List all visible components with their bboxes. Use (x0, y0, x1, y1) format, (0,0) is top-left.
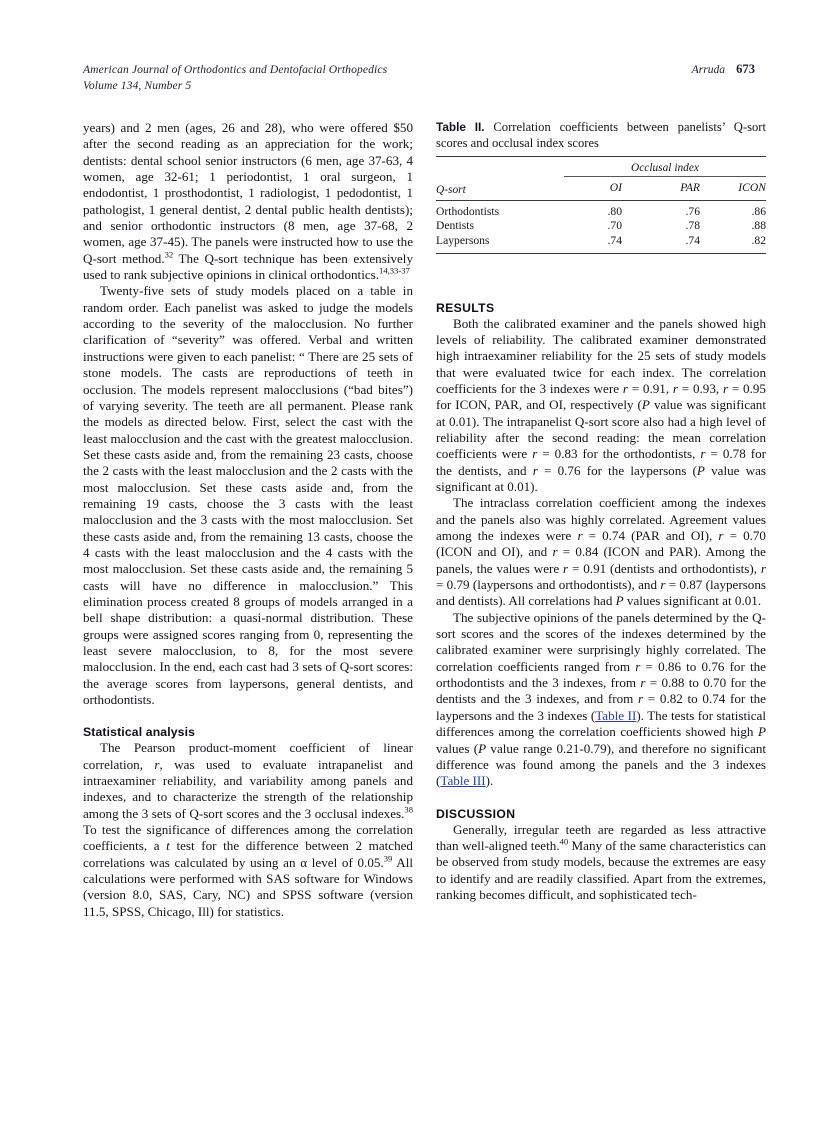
heading-results: RESULTS (436, 300, 495, 315)
results3-text-3: = 0.88 to 0.70 for the dentists and the 3 indexes, and from (436, 675, 766, 707)
paragraph-results-3 (436, 610, 766, 790)
results2-italic-r-4: r (563, 560, 569, 576)
participants-text-2: The Q-sort technique has been extensively used to rank subjective opinions in clinical orthodontics. (83, 250, 413, 283)
reference-marker-14-33-37: 14,33-37 (379, 265, 410, 276)
results1-italic-r-1: r (622, 380, 628, 396)
results2-italic-r-1: r (577, 528, 583, 544)
table-2-block (436, 120, 766, 254)
stats-text-5: All calculations were performed with SAS software for Windows (version 8.0, SAS, Cary, NC) and SPSS software (version 11.5, SPSS, Chicago, Ill) for statistics. (83, 854, 413, 919)
results1-italic-r-4: r (532, 446, 538, 462)
results2-text-2: = 0.74 (PAR and OI), (582, 528, 719, 544)
results2-text-7: = 0.87 (laypersons and dentists). All correlations had (436, 577, 766, 609)
paragraph-discussion (436, 822, 766, 904)
link-table-2[interactable]: Table II (595, 707, 637, 723)
table-row (436, 200, 766, 219)
stats-text-1: The Pearson product-moment coefficient of linear correlation, (83, 740, 413, 772)
cell-laypersons-icon: .82 (700, 234, 766, 253)
reference-marker-40: 40 (559, 836, 569, 847)
left-column (83, 120, 413, 920)
journal-title-block (83, 62, 387, 93)
results2-text-4: = 0.84 (ICON and PAR). Among the panels, the values were (436, 544, 766, 576)
results1-italic-r-3: r (722, 380, 729, 396)
right-column (436, 120, 766, 903)
table-label: Table (436, 120, 466, 134)
row-label-dentists: Dentists (436, 219, 475, 233)
table-2-head (436, 157, 766, 201)
table-span-header-row (436, 157, 766, 177)
cell-laypersons-par: .74 (622, 234, 700, 253)
cell-orthodontists-par: .76 (622, 200, 700, 219)
results2-italic-r-3: r (552, 544, 558, 560)
author-folio-block (692, 62, 755, 78)
stats-text-4: test for the difference between 2 matched correlations was calculated by using an α level of 0.05. (83, 838, 413, 870)
link-table-3[interactable]: Table III (440, 773, 486, 789)
results2-italic-r-2: r (718, 528, 724, 544)
results1-text-2: = 0.91, (627, 380, 673, 396)
running-head (83, 62, 755, 93)
heading-statistical-analysis: Statistical analysis (83, 725, 196, 740)
reference-marker-32: 32 (164, 249, 174, 260)
paragraph-results-1 (436, 316, 766, 496)
cell-dentists-par: .78 (685, 219, 700, 233)
discussion-text-2: Many of the same characteristics can be observed from study models, because the extremes are easy to identify and are readily classified. Apart from the extremes, ranking becomes difficult, and sophisticated tech- (436, 837, 766, 902)
journal-volume-line (83, 78, 387, 94)
participants-text-1: years) and 2 men (ages, 26 and 28), who were offered $50 after the second reading as an appreciation for the work; dentists: dental school senior instructors (6 men, age 37-63, 4 women, age 32-61; 1 periodontist, 1 oral surgeon, 1 endodontist, 1 prosthodontist, 1 radiologist, 1 pedodontist, 1 pathologist, 1 general dentist, 2 dental public health dentists); and senior orthodontic instructors (8 men, age 37-68, 2 women, age 37-45). The panels were instructed how to use the Q-sort method. (83, 120, 413, 266)
results3-text-4: = 0.82 to 0.74 for the laypersons and the 3 indexes ( (436, 691, 766, 723)
table-caption-text: Correlation coefficients between panelists’ Q-sort scores and occlusal index scores (436, 120, 766, 150)
stats-text-2: , was used to evaluate intrapanelist and intraexaminer reliability, and variability among panels and indexes, and to characterize the strength of the relationship among the 3 sets of Q-sort scores and the 3 occlusal indexes. (83, 756, 413, 821)
results1-italic-r-6: r (532, 462, 538, 478)
results3-italic-r-3: r (638, 691, 644, 707)
table-2-body (436, 200, 766, 253)
results3-text-6: values ( (436, 740, 479, 756)
results3-text-5: ). The tests for statistical differences among the correlation coefficients showed high (436, 707, 766, 740)
volume-label: Volume (83, 78, 118, 92)
cell-orthodontists-icon: .86 (700, 200, 766, 219)
table-row (436, 219, 766, 234)
results2-text-6: = 0.79 (laypersons and orthodontists), and (436, 577, 661, 593)
results2-text-3: = 0.70 (ICON and OI), and (436, 528, 766, 560)
results1-text-1: Both the calibrated examiner and the panels showed high levels of reliability. The calibrated examiner demonstrated high intraexaminer reliability for the 25 sets of study models that were evaluated twice for each index. The correlation coefficients for the 3 indexes were (436, 315, 766, 396)
table-number: II. (474, 120, 485, 134)
cell-dentists-icon: .88 (751, 219, 766, 233)
stats-italic-t: t (166, 838, 170, 854)
paragraph-qsort-procedure: Twenty-five sets of study models placed on a table in random order. Each panelist was asked to judge the models according to the severity of the malocclusion. No further clarification of “severity” was offered. Verbal and written instructions were given to each panelist: “ There are 25 sets of stone models. The casts are reproductions of teeth in occlusion. The models represent malocclusions (“bad bites”) of varying severity. The teeth are all permanent. Please rank the models as directed below. First, select the cast with the least malocclusion and the cast with the greatest malocclusion. Set these casts aside and, from the remaining 23 casts, choose the 2 casts with the least malocclusion and the 2 casts with the most malocclusion. Set these casts aside and, from the remaining 19 casts, choose the 3 casts with the least malocclusion and the 3 casts with the most malocclusion. Set these casts aside and, from the remaining 13 casts, choose the 4 casts with the least malocclusion and the 4 casts with the most malocclusion. Set these casts aside and, the remaining 5 casts will have no difference in malocclusion.” This elimination process created 8 groups of models arranged in a bell shape distribution: a quasi-normal distribution. These groups were assigned scores ranging from 0, representing the least severe malocclusion, to 8, for the most severe malocclusion. In the end, each cast had 3 sets of Q-sort scores: the average scores from laypersons, general dentists, and orthodontists. (83, 283, 413, 708)
results1-text-9: value was significant at 0.01). (436, 462, 766, 494)
discussion-text-1: Generally, irregular teeth are regarded as less attractive than well-aligned teeth. (436, 821, 766, 853)
table-results-spacer (436, 254, 766, 284)
results1-italic-r-2: r (672, 380, 679, 396)
results2-italic-r-5: r (760, 560, 766, 576)
paragraph-statistical-analysis (83, 740, 413, 920)
results3-text-2: = 0.86 to 0.76 for the orthodontists and the 3 indexes, from (436, 658, 766, 691)
span-header-occlusal-index: Occlusal index (564, 157, 766, 177)
results3-italic-p-1: P (758, 724, 766, 740)
results1-italic-p-1: P (641, 397, 650, 413)
results1-italic-p-2: P (696, 462, 705, 478)
results2-italic-p-1: P (615, 593, 624, 609)
cell-orthodontists-oi: .80 (564, 200, 622, 219)
table-2 (436, 156, 766, 253)
column-header-oi: OI (564, 177, 622, 201)
results3-text-1: The subjective opinions of the panels determined by the Q-sort scores and the scores of the indexes determined by the calibrated examiner were surprisingly highly correlated. The correlation coefficients ranged from (436, 609, 766, 674)
table-row (436, 234, 766, 253)
row-label-orthodontists: Orthodontists (436, 200, 564, 219)
table-2-caption (436, 120, 766, 151)
reference-marker-39: 39 (383, 853, 393, 864)
results1-text-4: = 0.95 for ICON, PAR, and OI, respectively ( (436, 380, 766, 413)
row-label-laypersons: Laypersons (436, 234, 564, 253)
heading-discussion: DISCUSSION (436, 806, 516, 821)
table-column-header-row (436, 177, 766, 201)
results1-text-3: = 0.93, (678, 380, 723, 396)
column-header-par: PAR (622, 177, 700, 201)
volume-number: 134, Number 5 (120, 78, 192, 92)
column-header-qsort: Q-sort (436, 183, 466, 196)
results3-italic-r-2: r (640, 675, 646, 691)
stats-text-3: To test the significance of differences among the correlation coefficients, a (83, 822, 413, 854)
results3-italic-p-2: P (478, 740, 487, 756)
results2-text-5: = 0.91 (dentists and orthodontists), (568, 560, 761, 576)
results2-italic-r-6: r (660, 577, 666, 593)
results3-italic-r-1: r (635, 658, 641, 674)
paragraph-participants (83, 120, 413, 283)
cell-laypersons-oi: .74 (564, 234, 622, 253)
results3-text-7: value range 0.21-0.79), and therefore no significant difference was found among the panels and the 3 indexes ( (436, 740, 767, 789)
page-number: 673 (736, 62, 755, 76)
paragraph-results-2 (436, 495, 766, 609)
stats-italic-r: r (154, 756, 160, 772)
results3-text-8: ). (485, 773, 494, 789)
results1-text-6: = 0.83 for the orthodontists, (537, 446, 701, 462)
column-header-icon: ICON (700, 177, 766, 201)
results1-text-5: value was significant at 0.01). The intrapanelist Q-sort score also had a high level of reliability after the second reading: the mean correlation coefficients were (436, 397, 766, 462)
results2-text-8: values significant at 0.01. (623, 593, 762, 609)
results2-text-1: The intraclass correlation coefficient among the indexes and the panels also was highly correlated. Agreement values among the indexes were (436, 495, 766, 544)
author-name: Arruda (691, 63, 726, 76)
cell-dentists-oi: .70 (607, 219, 622, 233)
results1-text-7: = 0.78 for the dentists, and (436, 446, 766, 478)
results1-text-8: = 0.76 for the laypersons ( (537, 462, 697, 478)
reference-marker-38: 38 (404, 804, 413, 815)
results1-italic-r-5: r (700, 446, 706, 462)
span-header-empty-cell (436, 157, 564, 177)
journal-title: American Journal of Orthodontics and Dentofacial Orthopedics (83, 63, 388, 76)
